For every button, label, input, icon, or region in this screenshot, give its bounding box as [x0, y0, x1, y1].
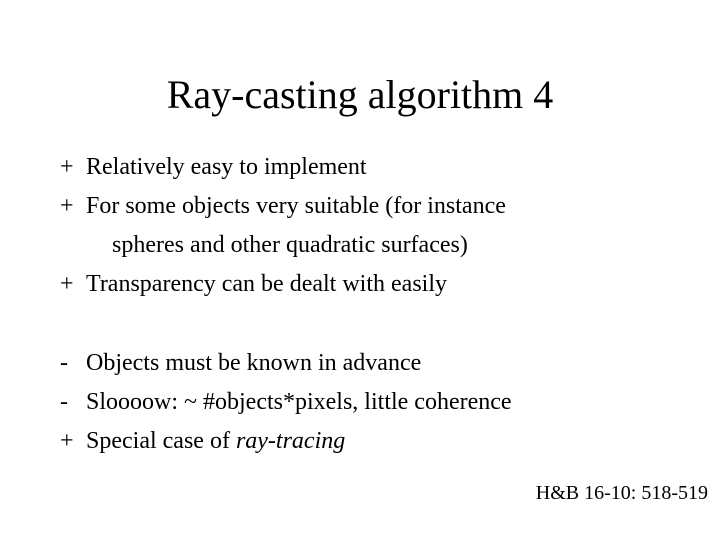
bullet-continuation [60, 226, 700, 265]
bullet-list [60, 148, 700, 461]
bullet-text: Relatively easy to implement [86, 154, 367, 180]
minus-marker: - [60, 350, 68, 376]
bullet-text: Transparency can be dealt with easily [86, 271, 447, 297]
bullet-text: Sloooow: ~ #objects*pixels, little coherence [86, 389, 512, 415]
plus-marker: + [60, 154, 74, 180]
bullet-item [60, 344, 700, 383]
emphasis-text: ray-tracing [235, 428, 346, 454]
bullet-item [60, 422, 700, 461]
bullet-text: Objects must be known in advance [86, 350, 422, 376]
plus-marker: + [60, 193, 74, 219]
bullet-text: Special case of [86, 428, 236, 454]
bullet-item [60, 187, 700, 226]
bullet-text: spheres and other quadratic surfaces) [112, 232, 468, 258]
bullet-item [60, 265, 700, 304]
bullet-item [60, 148, 700, 187]
spacer [60, 304, 700, 344]
reference-note: H&B 16-10: 518-519 [535, 482, 708, 504]
bullet-item [60, 383, 700, 422]
bullet-text: For some objects very suitable (for instance [86, 193, 506, 219]
minus-marker: - [60, 389, 68, 415]
plus-marker: + [60, 428, 74, 454]
plus-marker: + [60, 271, 74, 297]
slide-title: Ray-casting algorithm 4 [166, 72, 554, 117]
